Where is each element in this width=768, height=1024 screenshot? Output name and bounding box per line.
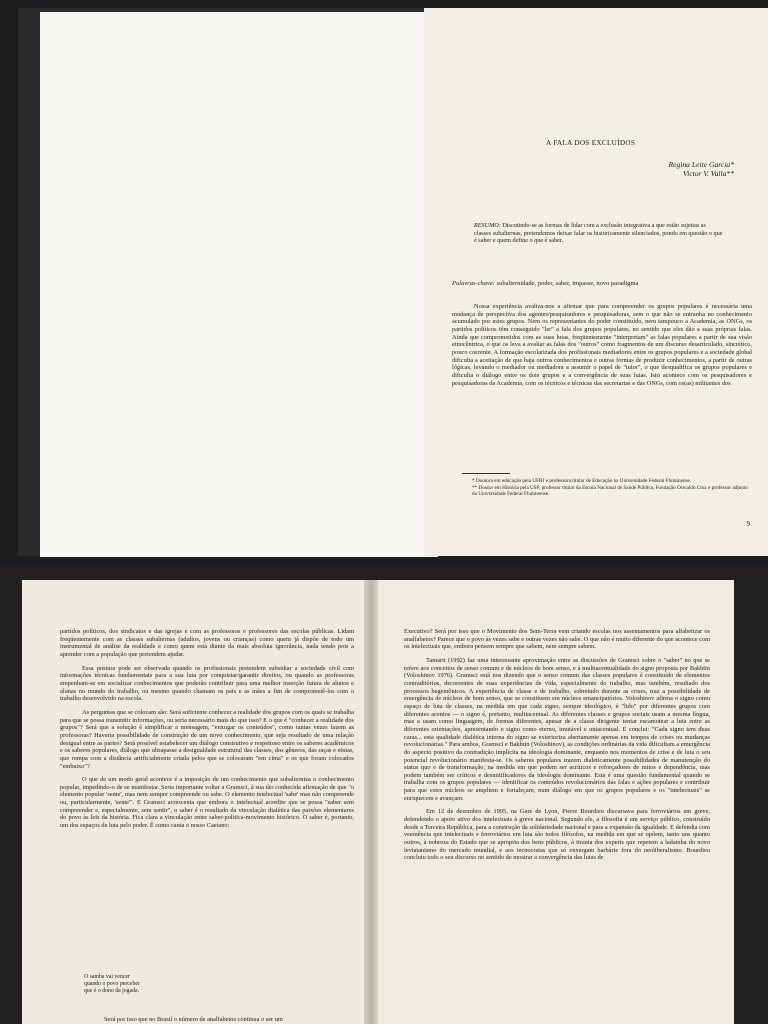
paragraph: Tamarit (1992) faz uma interessante aproximação entre as discussões de Gramsci sobre o "saber" no que se refere aos conceitos de senso comum e de núcleos de bom senso, e à multiacentualidade do signo proposta por Bakhtin (Voloshinov 1976). Gramsci está nos dizendo que o senso comum das classes populares é constituído de elementos contraditórios, decorrentes de suas experiências de vida, especialmente do trabalho, mas também, resultado dos processos hegemônicos. A experiência de classe e de trabalho, sobretudo durante as crises, traz a possibilidade de emergência de núcleos de bom senso, que se constituem em núcleos emancipatórios. Voloshinov afirma o signo como espaço de luta de classes, na medida em que cada signo, sempre ideológico, é "lido" por diferentes grupos com diferentes acentos — o signo é, portanto, multiacentual. As diferentes classes e grupos sociais usam a mesma língua, mas a usam como linguagem, de formas diferentes, apesar de a classe dirigente tentar escamotear a luta entre as diferentes orientações, apresentando o signo como eterno, imutável e uniacentual. E conclui: "Cada signo tem duas caras... esta qualidade dialética interna do signo se exterioriza abertamente apenas em tempos de crises ou mudanças revolucionárias." Para ambos, Gramsci e Bakhtin (Voloshinov), as condições ordinárias da vida dificultam a emergência do aspecto positivo da contradição implícita na ideologia dominante, enquanto nos momentos de crise e de luta o seu potencial revolucionário manifesta-se. Os saberes populares trazem dialeticamente possibilidades de manutenção do status quo e de transformação, na medida em que podem ser acríticos e reforçadores de mitos e dependência, mas podem também ser críticos e desmitificadores da ideologia dominante. Esta é uma questão fundamental quando se trabalha com os grupos populares — identificar os conteúdos revolucionários das falas e ações populares e contribuir para que estes núcleos se ampliem e fortaleçam, num diálogo em que os grupos populares e os "intelectuais" se enriquecem e avançam. [404,656,710,802]
poem-line: que é o dono da jogada. [84,988,140,995]
abstract-text: Discutindo-se as formas de lidar com a exclusão integrativa a que estão sujeitas as classes subalternas, pretendemos deixar falar os historicamente silenciados, pondo em questão o que é saber e quem define o que é saber. [474,222,723,245]
keywords [452,280,752,288]
poem-line: O samba vai vencer [84,974,130,980]
paragraph: Nossa experiência avaliza-nos a afirmar que para compreender os grupos populares é necessária uma mudança de perspectiva dos agentes/pesquisadores e pesquisadoras, sem o que não se entranha no conhecimento acumulado por estes grupos. Nem os representantes do poder constituído, nem tampouco a Academia, as ONGs, os partidos políticos têm conseguido "ler" a fala dos grupos populares, no sentido que eles dão a suas próprias falas. Ainda que comprometidos com as suas lutas, freqüentemente "interpretam" as falas populares a partir de sua visão etnocêntrica, o que os leva a avaliar as falas dos "outros" como fragmentos de um discurso desarticulado, sincrético, pouco coerente. A formação escolarizada dos profissionais mediadores entre os grupos populares e a sociedade global dificulta a aceitação de que haja outros conhecimentos e outras formas de produzir conhecimentos, a partir de outras lógicas, levando o mediador ou mediadora a assumir o papel de "tutor", o que desqualifica os grupos populares e dificulta o diálogo entre os dois grupos e a convergência de suas lutas. Isto acontece com os pesquisadores e pesquisadoras da Academia, com os técnicos e técnicas das secretarias e das ONGs, com os(as) militantes dos [452,303,752,387]
page-number: 9 [746,520,750,528]
top-book-spread [18,8,768,556]
paragraph: Executivo? Será por isso que o Movimento dos Sem-Terra vem criando escolas nos assentamentos para alfabetizar os analfabetos? Parece que o povo às vezes sabe e outras vezes não sabe. O que não é muito diferente do que acontece com os intelectuais que, embora pensem sempre que sabem, nem sempre sabem. [404,628,710,651]
poem-quote [84,974,140,996]
paragraph: O que de um modo geral acontece é a imposição de um conhecimento que subalterniza o conhecimento popular, impedindo-o de se manifestar. Seria importante voltar a Gramsci, à sua tão conhecida afirmação de que "o elemento popular 'sente', mas nem sempre compreende ou sabe. O elemento intelectual 'sabe' mas não compreende ou, particularmente, 'sente'". E Gramsci acrescenta que embora o intelectual acredite que se possa "saber sem compreender e, especialmente, sem sentir", o saber é o resultado da vinculação dialética das paixões elementares do povo às leis da história. Fica clara a vinculação entre saber-política-movimento histórico. O saber é, portanto, um dos espaços de luta pelo poder. É como canta o nosso Caetano: [60,776,354,830]
article-title: A FALA DOS EXCLUÍDOS [546,139,636,147]
third-page-body [404,628,710,862]
bottom-book-spread [0,566,768,1024]
second-page [22,580,372,1024]
article-authors [668,160,734,178]
second-page-body [60,628,354,830]
abstract-label: RESUMO: [474,222,501,229]
book-gutter [364,580,378,1024]
footnote-1: * Doutora em educação pela UFRJ e professora titular de Educação na Universidade Federal Fluminense. [472,478,692,484]
first-page-body [452,303,752,387]
paragraph: partidos políticos, dos sindicatos e das igrejas e com as professoras e professores das escolas públicas. Lidam freqüentemente com as classes subalternas (adultos, jovens ou crianças) como quem já dispõe de todo um instrumental de análise da realidade e como quem está diante da mais absoluta ignorância, nada tendo pois a aprender com a população que pretendem ajudar. [60,628,354,658]
keywords-text: subalternidade, poder, saber, impasse, novo paradigma [496,280,639,287]
footnote-rule [462,473,510,474]
author-1: Regina Leite Garcia* [668,160,734,169]
paragraph-start: Será por isso que no Brasil o número de analfabetos continua o ser um [104,1016,283,1023]
blank-left-page [40,12,438,557]
paragraph: Em 12 de dezembro de 1995, na Gare de Lyon, Pierre Bourdieu discursava para ferroviários em greve, defendendo o apoio ativo dos intelectuais à greve nacional. Segundo ele, a filosofia é um serviço público, construído desde a Terceira República, para a construção da solidariedade nacional e para a expansão da igualdade. E defendia com veemência que intelectuais e ferroviários em luta são todos filósofos, na medida em que se opõem, tanto uns quanto outros, à nobreza do Estado que se apropria dos bens públicos, à tirania dos experts que repetem a ladainha do novo leviatanismo do mercado mundial, e aos tecnocratas que só enxergam barbárie fora do neoliberalismo. Bourdieu concluiu todo o seu discurso no sentido de mostrar a convergência das lutas de [404,808,710,862]
author-2: Victor V. Valla** [683,169,734,178]
paragraph: As perguntas que se colocam são: Será suficiente conhecer a realidade dos grupos com os quais se trabalha para que se possa transmitir informações, ou seria necessário mais do que isso? E o que é "conhecer a realidade dos grupos"? Será que a solução é simplificar a mensagem, "enxugar os conteúdos", como tantas vezes fazem as professoras? Haveria possibilidade de construção de um novo conhecimento, que seja resultado de uma relação desigual entre as partes? Será possível estabelecer um diálogo construtivo e respeitoso entre os saberes acadêmicos e os saberes populares, diálogo que ultrapasse a desigualdade estrutural das classes, dos gêneros, das raças e etnias, que rompa com a distância artificialmente criada pelos que se colocaram "em cima" e os que foram colocados "embaixo"? [60,708,354,770]
footnote-2: ** Doutor em História pela USP, professor titular da Escola Nacional de Saúde Pública, Fundação Oswaldo Cruz e professor adjunto da Universidade Federal Fluminense. [472,485,748,498]
third-page [372,580,734,1024]
paragraph: Essa postura pode ser observada quando os profissionais pretendem subsidiar a sociedade civil com informações técnicas fundamentais para a sua luta por conquistar/garantir direitos, ou quando as professoras empenham-se em socializar conhecimentos que poderão contribuir para uma melhor inserção futura de alunos e alunas no mundo do trabalho, ou mesmo quando chamam os pais e as mães a fim de comprometê-los com o trabalho desenvolvido na escola. [60,664,354,703]
article-first-page [424,8,768,556]
keywords-label: Palavras-chave: [452,280,495,287]
footnotes [472,473,752,499]
poem-line: quando o povo perceber [84,981,140,988]
abstract [474,222,724,245]
